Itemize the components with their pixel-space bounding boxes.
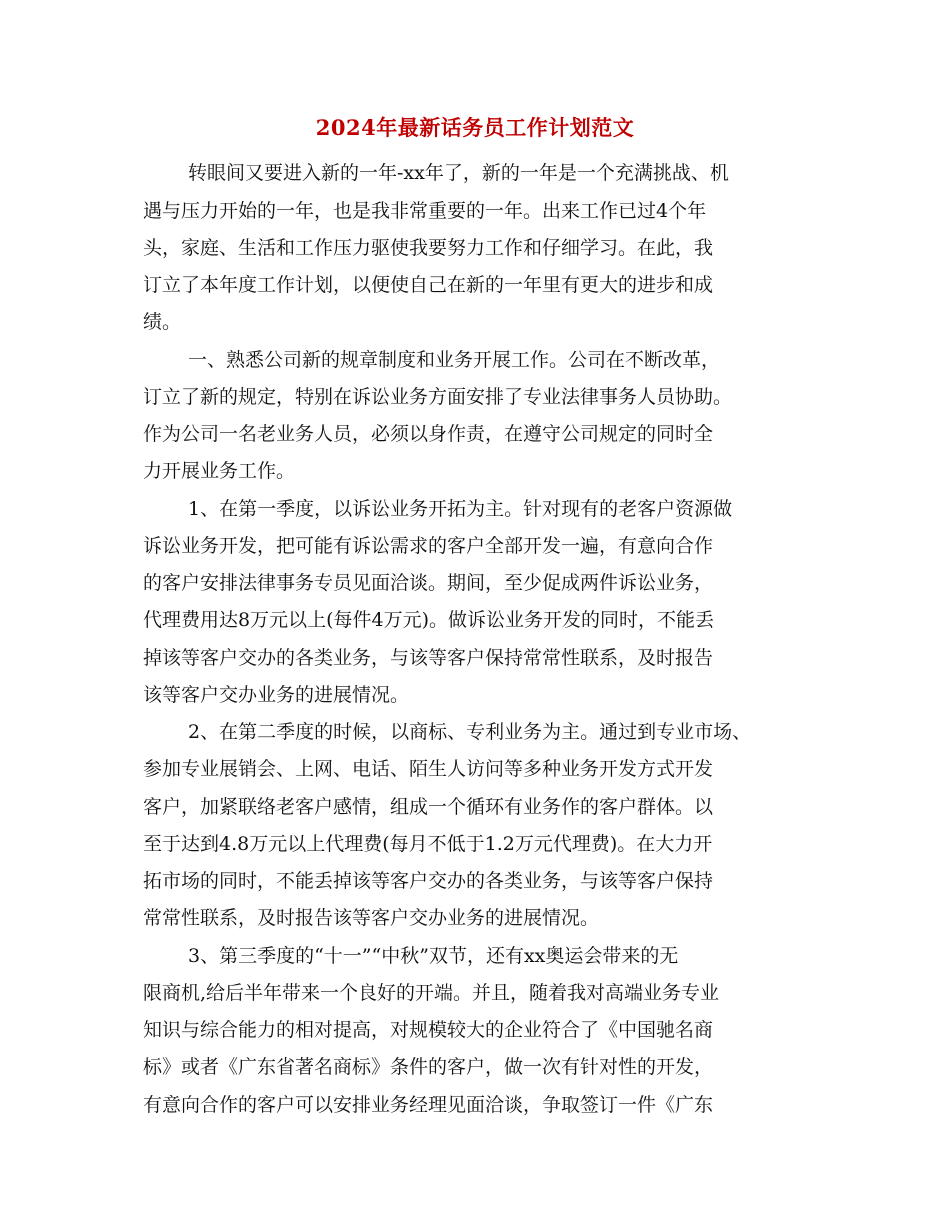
- paragraph-line: 绩。: [143, 311, 182, 333]
- paragraph-line: 代理费用达8万元以上(每件4万元)。做诉讼业务开发的同时，不能丢: [143, 609, 715, 631]
- paragraph-line: 3、第三季度的“十一”“中秋”双节，还有xx奥运会带来的无: [188, 945, 679, 967]
- paragraph-line: 有意向合作的客户可以安排业务经理见面洽谈，争取签订一件《广东: [143, 1094, 714, 1116]
- paragraph-line: 作为公司一名老业务人员，必须以身作责，在遵守公司规定的同时全: [143, 423, 714, 445]
- paragraph-line: 拓市场的同时，不能丢掉该等客户交办的各类业务，与该等客户保持: [143, 870, 714, 892]
- document-title: 2024年最新话务员工作计划范文: [315, 115, 635, 140]
- paragraph-line: 转眼间又要进入新的一年-xx年了，新的一年是一个充满挑战、机: [188, 162, 729, 184]
- paragraph-line: 知识与综合能力的相对提高，对规模较大的企业符合了《中国驰名商: [143, 1019, 714, 1041]
- paragraph-line: 力开展业务工作。: [143, 460, 296, 482]
- paragraph-line: 头，家庭、生活和工作压力驱使我要努力工作和仔细学习。在此，我: [143, 237, 714, 259]
- paragraph-line: 订立了本年度工作计划，以便使自己在新的一年里有更大的进步和成: [143, 274, 714, 296]
- paragraph-line: 标》或者《广东省著名商标》条件的客户，做一次有针对性的开发，: [143, 1056, 714, 1078]
- paragraph-line: 遇与压力开始的一年，也是我非常重要的一年。出来工作已过4个年: [143, 200, 707, 222]
- paragraph-line: 诉讼业务开发，把可能有诉讼需求的客户全部开发一遍，有意向合作: [143, 535, 714, 557]
- paragraph-line: 至于达到4.8万元以上代理费(每月不低于1.2万元代理费)。在大力开: [143, 833, 713, 855]
- paragraph-line: 1、在第一季度，以诉讼业务开拓为主。针对现有的老客户资源做: [188, 498, 733, 520]
- paragraph-line: 订立了新的规定，特别在诉讼业务方面安排了专业法律事务人员协助。: [143, 386, 733, 408]
- paragraph-line: 参加专业展销会、上网、电话、陌生人访问等多种业务开发方式开发: [143, 758, 714, 780]
- paragraph-line: 客户，加紧联络老客户感情，组成一个循环有业务作的客户群体。以: [143, 796, 714, 818]
- paragraph-line: 2、在第二季度的时候，以商标、专利业务为主。通过到专业市场、: [188, 721, 752, 743]
- paragraph-line: 限商机,给后半年带来一个良好的开端。并且，随着我对高端业务专业: [143, 982, 720, 1004]
- paragraph-line: 的客户安排法律事务专员见面洽谈。期间，至少促成两件诉讼业务，: [143, 572, 714, 594]
- paragraph-line: 掉该等客户交办的各类业务，与该等客户保持常常性联系，及时报告: [143, 647, 714, 669]
- paragraph-line: 常常性联系，及时报告该等客户交办业务的进展情况。: [143, 907, 600, 929]
- paragraph-line: 该等客户交办业务的进展情况。: [143, 684, 410, 706]
- paragraph-line: 一、熟悉公司新的规章制度和业务开展工作。公司在不断改革，: [188, 349, 721, 371]
